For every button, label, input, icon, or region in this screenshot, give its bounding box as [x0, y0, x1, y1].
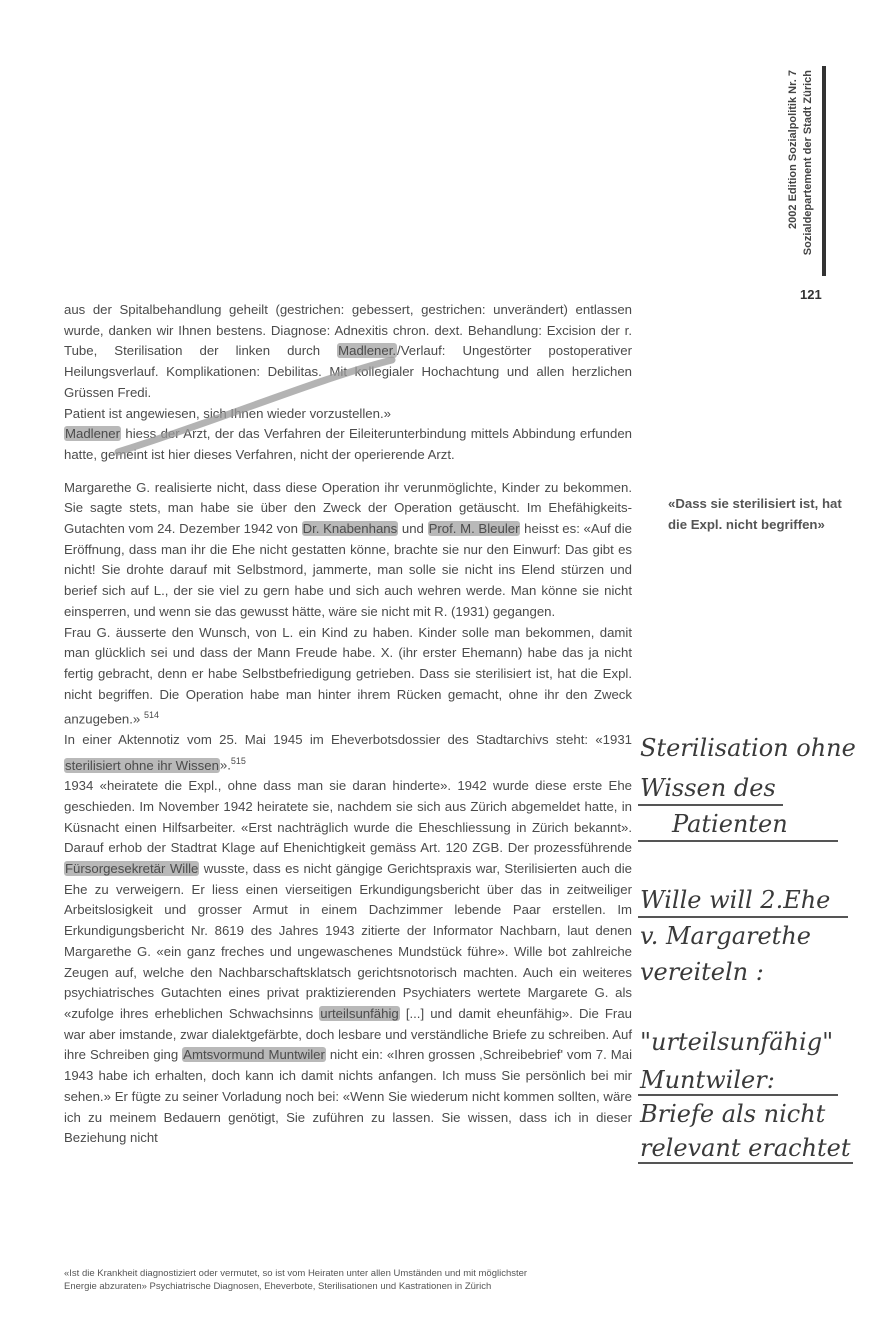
body-text — [64, 300, 632, 1149]
highlight-muntwiler: Amtsvormund Muntwiler — [183, 1047, 325, 1063]
highlight-madlener: Madlener. — [338, 343, 397, 359]
footer-line1: «Ist die Krankheit diagnostiziert oder vermutet, so ist vom Heiraten unter allen Umständen und mit möglichster — [64, 1268, 528, 1279]
text-run: heisst es: «Auf die Eröffnung, dass man ihr die Ehe nicht gestatten könne, brachte sie nur den Einwurf: Das gibt es nicht! Sie drohte darauf mit Selbstmord, jammerte, man solle sie nicht ins Elend stürzen und berief sich auf L., der sie viel zu gern habe und sich auch wehren werde. Man könne sie nicht einsperren, und wenn sie das gewusst hätte, wäre sie nicht mit R. (1931) gegangen. — [64, 521, 632, 619]
page-footer — [64, 1268, 664, 1293]
note-line-9: Briefe als nicht — [640, 1100, 826, 1128]
highlight-sterilisiert: sterilisiert ohne ihr Wissen — [65, 757, 219, 773]
highlight-wille: Fürsorgesekretär Wille — [65, 861, 199, 877]
highlight-knabenhans: Dr. Knabenhans — [302, 521, 398, 537]
text-run: Margarethe G. realisierte nicht, dass diese Operation ihr verunmöglichte, Kinder zu bekommen. Sie sagte stets, man habe sie über den Zweck der Operation getäuscht. Im Ehefähigkeits-Gutachten vom 24. Dezember 1942 von — [64, 479, 632, 537]
text-run: wusste, dass es nicht gängige Gerichtspraxis war, Sterilisierten auch die Ehe zu verweigern. Er liess einen vierseitigen Erkundigungsbericht über das in zeitweiliger Arbeitslosigkeit und grosser Armut in einem Dachzimmer lebende Paar erstellen. Im Erkundigungsbericht Nr. 8619 des Jahres 1943 zitierte der Informator Nachbarn, laut denen Margarethe G. «ein ganz freches und ungewaschenes Mundstück führe». Wille bot zahlreiche Zeugen auf, welche den Nachbarschaftsklatsch gerichtsnotorisch machten. Auch ein weiteres psychiatrisches Gutachten eines privat praktizierenden Psychiaters wertete Margarete G. als «zufolge ihres erheblichen Schwachsinns — [64, 861, 632, 1021]
highlight-bleuler: Prof. M. Bleuler — [428, 521, 520, 537]
text-run: und — [398, 521, 428, 537]
paragraph-1 — [64, 300, 632, 404]
text-run: In einer Aktennotiz vom 25. Mai 1945 im Eheverbotsdossier des Stadtarchivs steht: «1931 — [64, 732, 632, 748]
note-line-1: Sterilisation ohne — [640, 734, 856, 762]
note-line-2: Wissen des — [640, 774, 776, 802]
side-header-line1: 2002 Edition Sozialpolitik Nr. 7 — [787, 70, 799, 229]
paragraph-2: Patient ist angewiesen, sich Ihnen wieder vorzustellen.» — [64, 405, 391, 421]
note-underline — [638, 1162, 853, 1164]
footnote-515: 515 — [230, 756, 246, 767]
pull-quote: «Dass sie sterilisiert ist, hat die Expl. nicht begriffen» — [668, 496, 842, 532]
note-underline — [638, 916, 848, 918]
paragraph-4 — [64, 478, 632, 623]
text-run: 1934 «heiratete die Expl., ohne dass man sie daran hinderte». 1942 wurde diese erste Ehe geschieden. Im November 1942 heiratete sie, nachdem sie sich aus Zürich abgemeldet hatte, in Küsnacht einen Hilfsarbeiter. «Erst nachträglich wurde die Eheschliessung in Zürich bekannt». Darauf erhob der Stadtrat Klage auf Ehenichtigkeit gemäss Art. 120 ZGB. Der prozessführende — [64, 778, 632, 856]
text-run: hiess der Arzt, der das Verfahren der Eileiterunterbindung mittels Abbindung erfunden hatte, gemeint ist hier dieses Verfahren, nicht der operierende Arzt. — [64, 426, 632, 462]
note-line-8: Muntwiler: — [640, 1066, 775, 1094]
paragraph-6 — [64, 730, 632, 776]
footnote-514: 514 — [143, 710, 159, 721]
note-line-7: "urteilsunfähig" — [640, 1028, 834, 1056]
text-run: Frau G. äusserte den Wunsch, von L. ein Kind zu haben. Kinder solle man bekommen, damit man glücklich sei und dass der Mann Freude habe. X. (ihr erster Ehemann) habe das ja nicht fertig gebracht, denn er habe Selbstbefriedigung getrieben. Dass sie sterilisiert ist, hat die Expl. nicht begriffen. Die Operation habe man hinter ihrem Rücken gemacht, ohne ihr den Zweck anzugeben.» — [64, 624, 632, 727]
note-line-10: relevant erachtet — [640, 1134, 851, 1162]
text-run: [...] und damit eheunfähig». Die Frau war aber imstande, zwar dialektgefärbte, doch lesbare und verständliche Briefe zu schreiben. Auf ihre Schreiben ging — [64, 1005, 632, 1063]
note-underline — [638, 804, 783, 806]
note-underline — [638, 840, 838, 842]
side-header — [786, 70, 822, 275]
side-header-line2: Sozialdepartement der Stadt Zürich — [802, 70, 814, 256]
note-line-4: Wille will 2.Ehe — [640, 886, 831, 914]
highlight-madlener-2: Madlener — [65, 426, 120, 442]
paragraph-7 — [64, 776, 632, 1149]
paragraph-3 — [64, 424, 632, 465]
text-run: /Verlauf: Ungestörter postoperativer Heilungsverlauf. Komplikationen: Debilitas. Mit kollegialer Hochachtung und allen herzlichen Grüssen Fredi. — [64, 343, 632, 400]
text-run: aus der Spitalbehandlung geheilt (gestrichen: gebessert, gestrichen: unverändert) entlassen wurde, danken wir Ihnen bestens. Diagnose: Adnexitis chron. dext. Behandlung: Excision der r. Tube, Sterilisation der linken durch — [64, 302, 632, 359]
footer-line2: Energie abzuraten» Psychiatrische Diagnosen, Eheverbote, Sterilisationen und Kastrationen in Zürich — [64, 1280, 492, 1292]
text-run: ». — [219, 757, 231, 773]
text-run: nicht ein: «Ihren grossen ,Schreibebrief' vom 7. Mai 1943 habe ich erhalten, doch kann ich damit nichts anfangen. Ich muss Sie persönlich bei mir sehen.» Er fügte zu seiner Vorladung noch bei: «Wenn Sie wiederum nicht kommen sollten, wäre ich zu meinem Bedauern genötigt, Sie zuführen zu lassen. Sie wissen, dass ich in dieser Beziehung nicht — [64, 1047, 633, 1146]
side-header-bar — [822, 66, 826, 276]
handwritten-notes — [630, 728, 880, 1168]
note-line-6: vereiteln : — [640, 958, 764, 986]
note-line-5: v. Margarethe — [640, 922, 811, 950]
note-underline — [638, 1094, 838, 1096]
paragraph-5 — [64, 623, 632, 731]
highlight-urteilsunfaehig: urteilsunfähig — [320, 1005, 399, 1021]
note-line-3: Patienten — [672, 810, 788, 838]
page-number: 121 — [800, 287, 822, 302]
side-header-text — [786, 70, 822, 275]
